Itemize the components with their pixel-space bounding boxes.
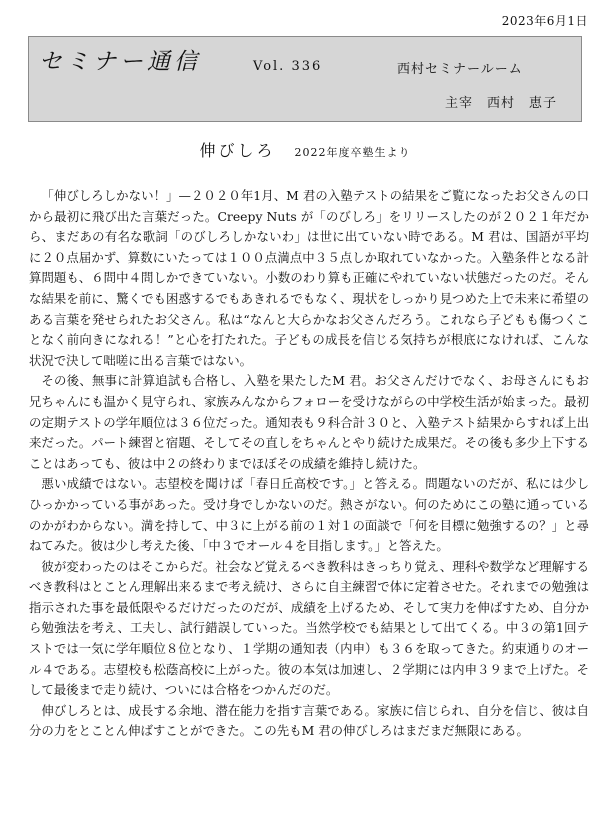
article-body bbox=[29, 186, 589, 742]
newsletter-header bbox=[28, 36, 582, 122]
article-subtitle: 2022年度卒塾生より bbox=[294, 146, 411, 159]
article-paragraph: その後、無事に計算追試も合格し、入塾を果たしたM 君。お父さんだけでなく、お母さんにもお兄ちゃんにも温かく見守られ、家族みんなからフォローを受けながらの中学校生活が始まった。最初の定期テストの学年順位は３６位だった。通知表も９科合計３０と、入塾テスト結果からすれば上出来だった。パート練習と宿題、そしてその直しをちゃんとやり続けた成果だ。その後も多少上下することはあっても、彼は中２の終わりまでほぼその成績を維持し続けた。 bbox=[29, 373, 589, 471]
article-paragraph: 伸びしろとは、成長する余地、潜在能力を指す言葉である。家族に信じられ、自分を信じ、彼は自分の力をとことん伸ばすことができた。この先もM 君の伸びしろはまだまだ無限にある。 bbox=[29, 702, 589, 739]
director-name: 主宰 西村 恵子 bbox=[445, 96, 558, 111]
article-paragraph: 彼が変わったのはそこからだ。社会など覚えるべき教科はきっちり覚え、理科や数学など理解するべき教科はとことん理解出来るまで考え続け、さらに自主練習で体に定着させた。それまでの勉強は指示された事を最低限やるだけだったのだが、成績を上げるため、そして実力を伸ばすため、自分から勉強法を考え、工夫し、試行錯誤していった。当然学校でも結果として出てくる。中３の第1回テストでは一気に学年順位８位となり、１学期の通知表（内申）も３６を取ってきた。約束通りのオール４である。志望校も松蔭高校に上がった。彼の本気は加速し、２学期には内申３９まで上げた。そして最後まで走り続け、ついには合格をつかんだのだ。 bbox=[29, 558, 589, 698]
article-paragraph: 悪い成績ではない。志望校を聞けば「春日丘高校です。」と答える。問題ないのだが、私には少しひっかかっている事があった。受け身でしかないのだ。熱さがない。何のためにこの塾に通っているのかがわからない。満を持して、中３に上がる前の１対１の面談で「何を目標に勉強するの？」と尋ねてみた。彼は少し考えた後、「中３でオール４を目指します。」と答えた。 bbox=[29, 476, 589, 554]
issue-date: 2023年6月1日 bbox=[501, 14, 588, 28]
article-title: 伸びしろ bbox=[199, 141, 276, 160]
article-heading bbox=[0, 138, 610, 161]
article-paragraph: 「伸びしろしかない！」—２０２０年1月、M 君の入塾テストの結果をご覧になったお父さんの口から最初に飛び出た言葉だった。Creepy Nuts が「のびしろ」をリリースしたのが２０２１年だから、まだあの有名な歌詞「のびしろしかないわ」は世に出ていない時である。M 君は、国語が平均に２０点届かず、算数にいたっては１００点満点中３５点しか取れていなかった。入塾条件となる計算問題も、６問中４問しかできていない。小数のわり算も正確にやれていない状態だったのだ。そんな結果を前に、驚くでも困惑するでもあきれるでもなく、現状をしっかり見つめた上で未来に希望のある言葉を発せられたお父さん。私は“なんと大らかなお父さんだろう。これなら子どもも傷つくことなく前向きになれる！”と心を打たれた。子どもの成長を信じる気持ちが根底になければ、こんな状況で決して咄嗟に出る言葉ではない。 bbox=[29, 188, 589, 368]
volume-number: Vol. 336 bbox=[253, 59, 323, 74]
newsletter-title: セミナー通信 bbox=[39, 49, 201, 75]
organization-name: 西村セミナールーム bbox=[397, 62, 523, 77]
